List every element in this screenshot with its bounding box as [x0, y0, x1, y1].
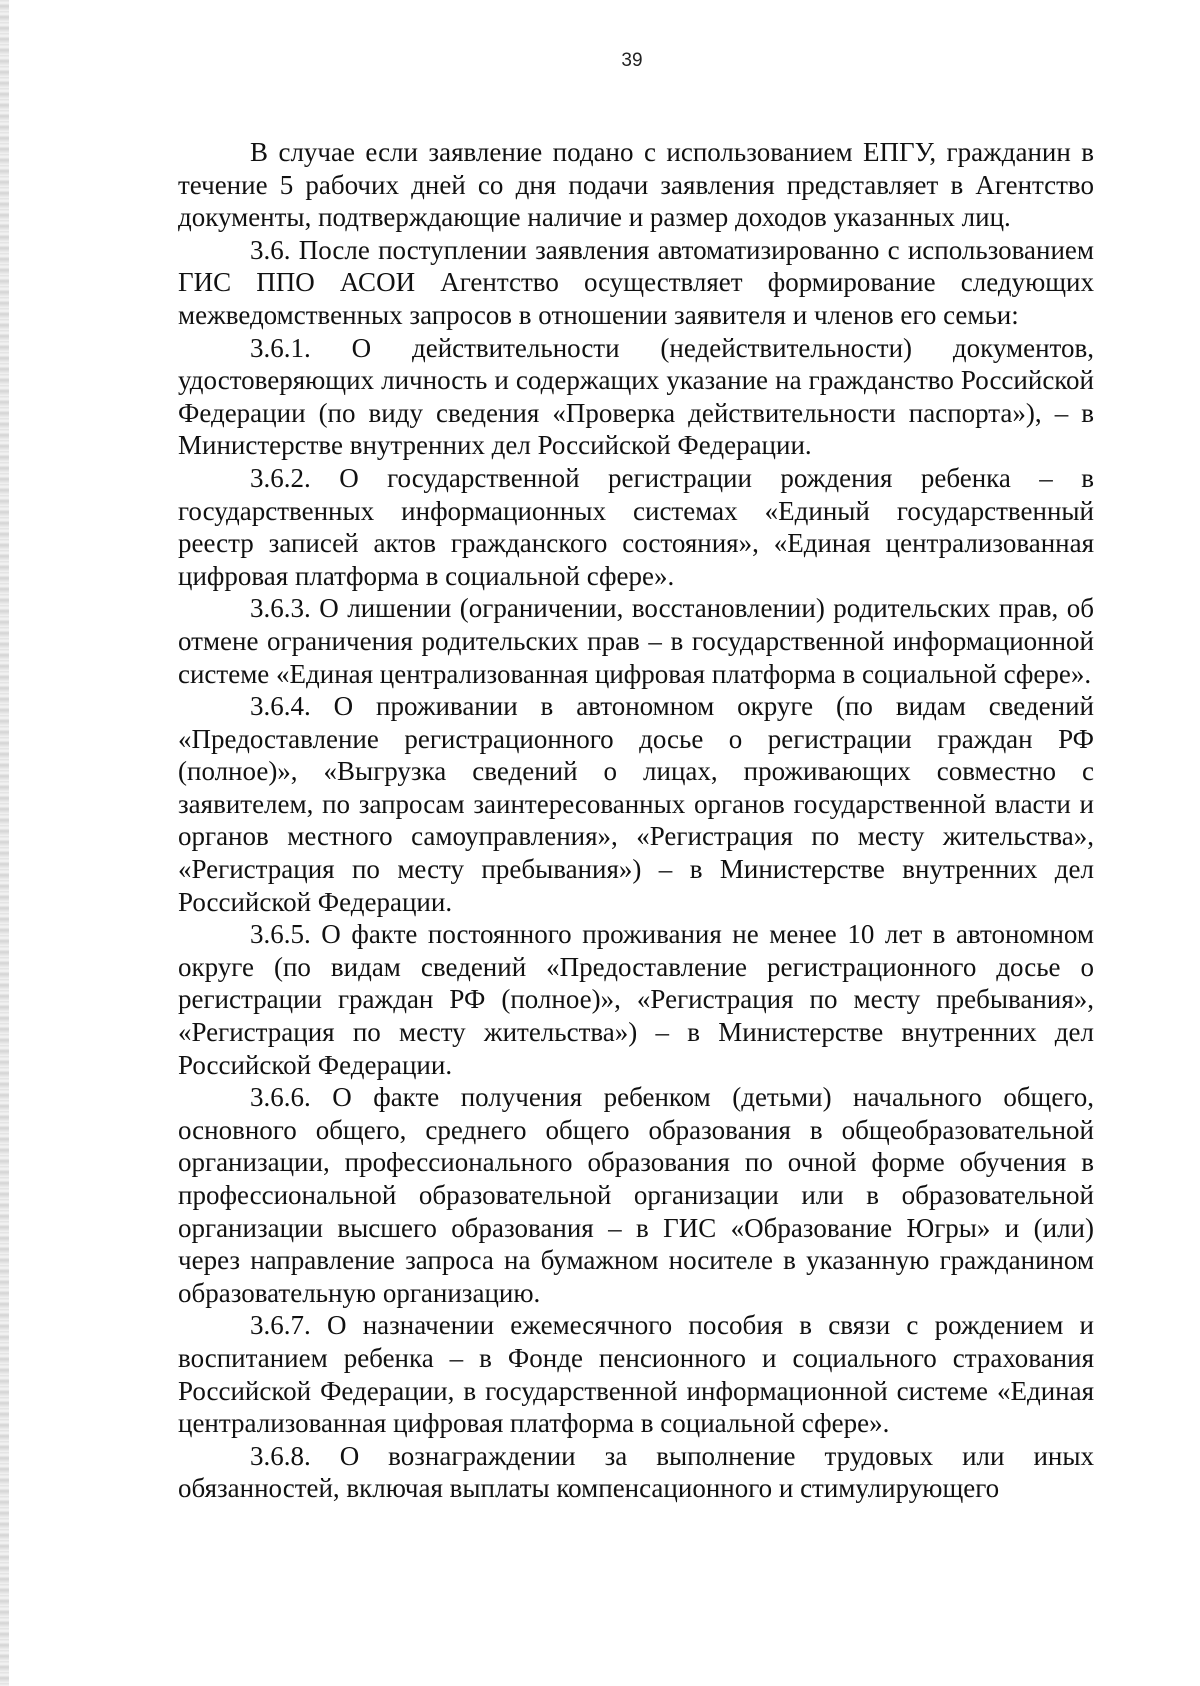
- page-number: 39: [621, 50, 643, 71]
- scan-edge: [0, 0, 9, 1686]
- paragraph-3-6-2: 3.6.2. О государственной регистрации рождения ребенка – в государственных информационных системах «Единый государственный реестр записей актов гражданского состояния», «Единая централизованная цифровая платформа в социальной сфере».: [178, 462, 1094, 591]
- paragraph-3-6-6: 3.6.6. О факте получения ребенком (детьми) начального общего, основного общего, среднего общего образования в общеобразовательной организации, профессионального образования по очной форме обучения в профессиональной образовательной организации или в образовательной организации высшего образования – в ГИС «Образование Югры» и (или) через направление запроса на бумажном носителе в указанную гражданином образовательную организацию.: [178, 1082, 1094, 1308]
- paragraph-3-6-7: 3.6.7. О назначении ежемесячного пособия в связи с рождением и воспитанием ребенка – в Фонде пенсионного и социального страхования Российской Федерации, в государственной информационной системе «Единая централизованная цифровая платформа в социальной сфере».: [178, 1310, 1094, 1439]
- document-body: [178, 136, 1094, 1505]
- paragraph-3-6: 3.6. После поступлении заявления автоматизированно с использованием ГИС ППО АСОИ Агентство осуществляет формирование следующих межведомственных запросов в отношении заявителя и членов его семьи:: [178, 234, 1094, 330]
- paragraph-epgu-documents: В случае если заявление подано с использованием ЕПГУ, гражданин в течение 5 рабочих дней со дня подачи заявления представляет в Агентство документы, подтверждающие наличие и размер доходов указанных лиц.: [178, 137, 1094, 233]
- paragraph-3-6-8: 3.6.8. О вознаграждении за выполнение трудовых или иных обязанностей, включая выплаты компенсационного и стимулирующего: [178, 1440, 1094, 1504]
- paragraph-3-6-3: 3.6.3. О лишении (ограничении, восстановлении) родительских прав, об отмене ограничения родительских прав – в государственной информационной системе «Единая централизованная цифровая платформа в социальной сфере».: [178, 593, 1094, 689]
- paragraph-3-6-5: 3.6.5. О факте постоянного проживания не менее 10 лет в автономном округе (по видам сведений «Предоставление регистрационного досье о регистрации граждан РФ (полное)», «Регистрация по месту пребывания», «Регистрация по месту жительства») – в Министерстве внутренних дел Российской Федерации.: [178, 919, 1094, 1080]
- paragraph-3-6-1: 3.6.1. О действительности (недействительности) документов, удостоверяющих личность и содержащих указание на гражданство Российской Федерации (по виду сведения «Проверка действительности паспорта»), – в Министерстве внутренних дел Российской Федерации.: [178, 332, 1094, 461]
- paragraph-3-6-4: 3.6.4. О проживании в автономном округе (по видам сведений «Предоставление регистрационного досье о регистрации граждан РФ (полное)», «Выгрузка сведений о лицах, проживающих совместно с заявителем, по запросам заинтересованных органов государственной власти и органов местного самоуправления», «Регистрация по месту жительства», «Регистрация по месту пребывания») – в Министерстве внутренних дел Российской Федерации.: [178, 691, 1094, 917]
